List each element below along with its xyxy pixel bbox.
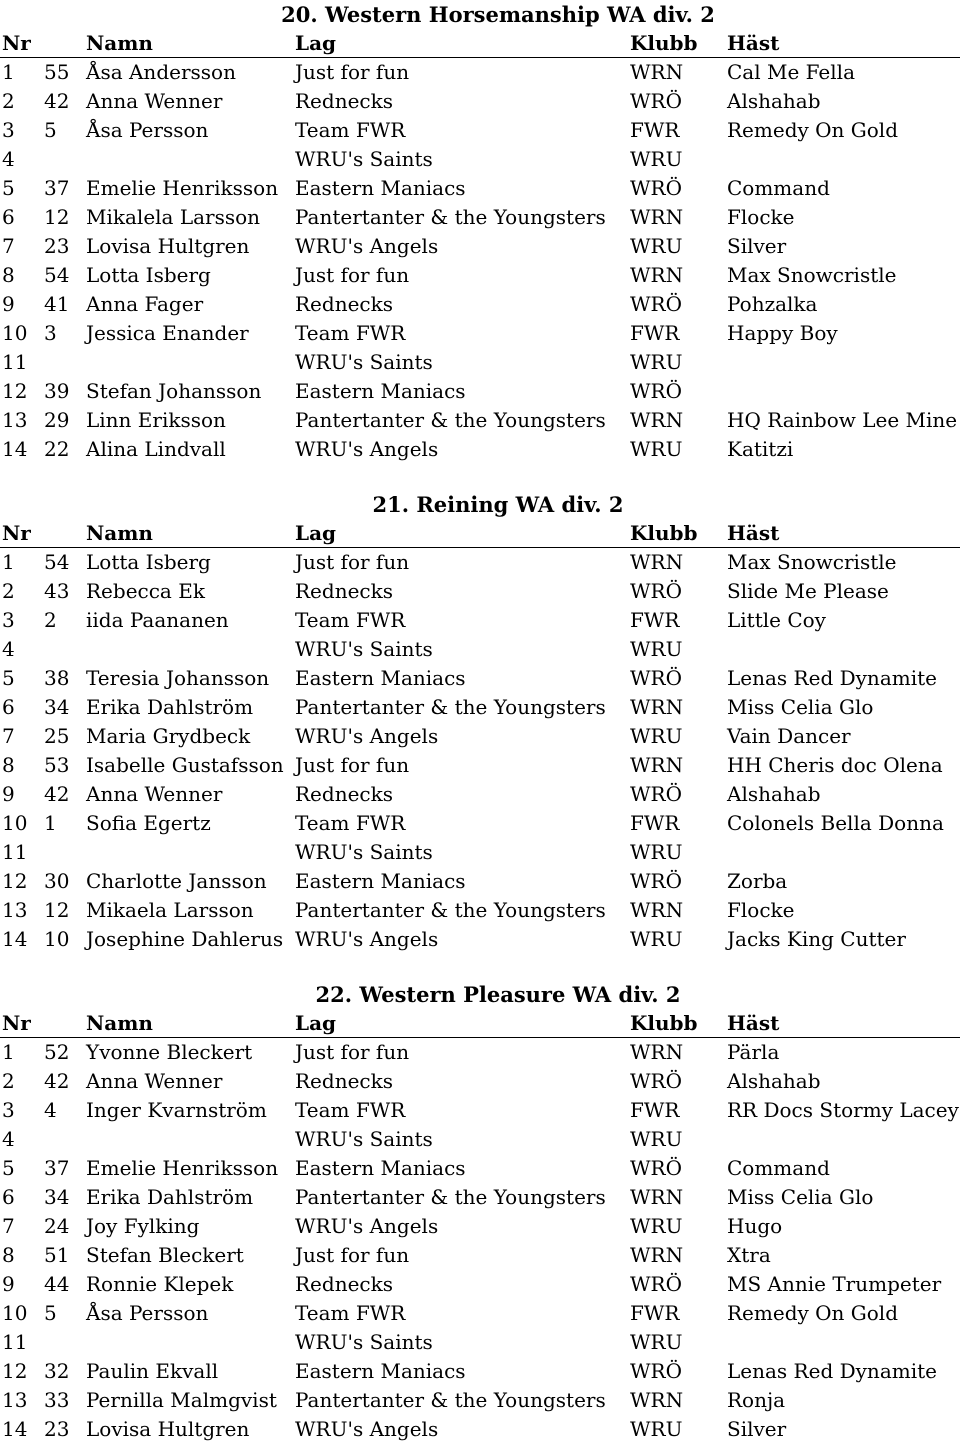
table-row [0,896,960,925]
cell-start: 29 [44,408,70,432]
cell-nr: 14 [2,927,28,951]
cell-klubb: WRN [630,1243,684,1267]
cell-klubb: WRU [630,1330,683,1354]
cell-klubb: WRU [630,637,683,661]
table-row [0,1386,960,1415]
cell-namn: Anna Wenner [86,89,223,113]
cell-start: 10 [44,927,70,951]
cell-nr: 13 [2,408,28,432]
cell-namn: Anna Wenner [86,1069,223,1093]
cell-start: 22 [44,437,70,461]
cell-namn: Sofia Egertz [86,811,211,835]
cell-nr: 11 [2,1330,28,1354]
table-row [0,1357,960,1386]
cell-klubb: WRN [630,1185,684,1209]
table-row [0,435,960,464]
cell-namn: Jessica Enander [86,321,249,345]
cell-klubb: WRÖ [630,89,683,113]
table-row [0,867,960,896]
table-row [0,58,960,87]
cell-lag: WRU's Angels [295,1417,439,1441]
cell-hast: Alshahab [727,782,821,806]
cell-namn: Isabelle Gustafsson [86,753,284,777]
cell-lag: Team FWR [295,118,406,142]
table-row [0,548,960,577]
cell-nr: 9 [2,1272,15,1296]
cell-nr: 13 [2,1388,28,1412]
cell-nr: 4 [2,1127,15,1151]
cell-start: 33 [44,1388,70,1412]
cell-hast: Silver [727,234,787,258]
cell-nr: 12 [2,379,28,403]
table-row [0,925,960,954]
cell-klubb: WRN [630,408,684,432]
table-row [0,1212,960,1241]
cell-lag: Just for fun [295,550,410,574]
cell-klubb: WRÖ [630,1069,683,1093]
cell-hast: Lenas Red Dynamite [727,666,937,690]
cell-lag: Rednecks [295,1272,393,1296]
cell-start: 42 [44,1069,70,1093]
cell-lag: Eastern Maniacs [295,869,466,893]
cell-nr: 2 [2,89,15,113]
cell-start: 34 [44,695,70,719]
cell-klubb: WRÖ [630,1272,683,1296]
table-row [0,780,960,809]
table-row [0,145,960,174]
cell-nr: 14 [2,1417,28,1441]
table-row [0,116,960,145]
table-header-row [0,29,960,58]
cell-lag: WRU's Angels [295,724,439,748]
cell-nr: 10 [2,321,28,345]
cell-lag: Pantertanter & the Youngsters [295,898,606,922]
cell-namn: iida Paananen [86,608,229,632]
cell-lag: Team FWR [295,811,406,835]
cell-nr: 14 [2,437,28,461]
cell-hast: Remedy On Gold [727,1301,899,1325]
cell-namn: Paulin Ekvall [86,1359,219,1383]
cell-nr: 9 [2,782,15,806]
cell-lag: WRU's Saints [295,147,433,171]
table-header-row [0,519,960,548]
cell-nr: 1 [2,550,15,574]
cell-nr: 9 [2,292,15,316]
header-lag: Lag [295,31,337,55]
cell-namn: Anna Wenner [86,782,223,806]
table-header-row [0,1009,960,1038]
header-lag: Lag [295,1011,337,1035]
cell-hast: Xtra [727,1243,771,1267]
cell-lag: WRU's Angels [295,1214,439,1238]
cell-hast: Remedy On Gold [727,118,899,142]
section-title: 21. Reining WA div. 2 [372,492,624,517]
section-western-pleasure [0,980,960,1444]
cell-hast: Zorba [727,869,788,893]
cell-lag: Pantertanter & the Youngsters [295,205,606,229]
table-row [0,606,960,635]
cell-hast: Cal Me Fella [727,60,855,84]
cell-namn: Ronnie Klepek [86,1272,234,1296]
cell-namn: Teresia Johansson [86,666,270,690]
cell-nr: 8 [2,753,15,777]
cell-hast: Vain Dancer [727,724,851,748]
cell-namn: Lotta Isberg [86,550,211,574]
cell-klubb: WRN [630,695,684,719]
table-row [0,261,960,290]
cell-hast: Max Snowcristle [727,550,897,574]
cell-nr: 4 [2,147,15,171]
cell-namn: Emelie Henriksson [86,1156,279,1180]
cell-namn: Joy Fylking [86,1214,200,1238]
cell-namn: Lovisa Hultgren [86,1417,250,1441]
table-row [0,577,960,606]
cell-start: 52 [44,1040,70,1064]
cell-klubb: WRN [630,60,684,84]
header-klubb: Klubb [630,31,698,55]
header-lag: Lag [295,521,337,545]
cell-nr: 5 [2,176,15,200]
cell-lag: Team FWR [295,1301,406,1325]
cell-lag: Pantertanter & the Youngsters [295,695,606,719]
cell-klubb: WRÖ [630,579,683,603]
cell-lag: Eastern Maniacs [295,176,466,200]
cell-lag: WRU's Saints [295,637,433,661]
cell-nr: 7 [2,1214,15,1238]
cell-start: 1 [44,811,57,835]
cell-hast: Jacks King Cutter [727,927,906,951]
cell-klubb: WRÖ [630,176,683,200]
cell-hast: HH Cheris doc Olena [727,753,943,777]
cell-klubb: WRN [630,1388,684,1412]
cell-namn: Erika Dahlström [86,1185,254,1209]
cell-klubb: FWR [630,608,680,632]
header-klubb: Klubb [630,1011,698,1035]
cell-lag: Pantertanter & the Youngsters [295,1185,606,1209]
cell-nr: 5 [2,1156,15,1180]
cell-lag: Rednecks [295,782,393,806]
cell-hast: Happy Boy [727,321,838,345]
section-title: 22. Western Pleasure WA div. 2 [315,982,681,1007]
cell-nr: 11 [2,350,28,374]
cell-lag: Rednecks [295,89,393,113]
cell-lag: Pantertanter & the Youngsters [295,408,606,432]
table-row [0,1154,960,1183]
cell-lag: Just for fun [295,1243,410,1267]
cell-klubb: WRN [630,753,684,777]
cell-klubb: WRN [630,898,684,922]
cell-start: 54 [44,263,70,287]
cell-hast: Hugo [727,1214,783,1238]
cell-nr: 3 [2,1098,15,1122]
table-row [0,635,960,664]
cell-hast: Pohzalka [727,292,818,316]
table-row [0,290,960,319]
table-row [0,174,960,203]
cell-hast: Lenas Red Dynamite [727,1359,937,1383]
cell-lag: Rednecks [295,579,393,603]
table-row [0,809,960,838]
cell-lag: Just for fun [295,263,410,287]
cell-hast: Katitzi [727,437,794,461]
cell-klubb: WRÖ [630,666,683,690]
cell-namn: Anna Fager [86,292,204,316]
section-reining [0,490,960,954]
cell-klubb: WRU [630,1417,683,1441]
cell-hast: Max Snowcristle [727,263,897,287]
cell-hast: Little Coy [727,608,826,632]
cell-start: 55 [44,60,70,84]
cell-start: 12 [44,205,70,229]
table-row [0,1096,960,1125]
table-row [0,1299,960,1328]
cell-lag: WRU's Angels [295,437,439,461]
cell-namn: Pernilla Malmgvist [86,1388,277,1412]
cell-lag: WRU's Angels [295,234,439,258]
cell-klubb: WRN [630,205,684,229]
cell-start: 51 [44,1243,70,1267]
cell-start: 24 [44,1214,70,1238]
table-row [0,1125,960,1154]
table-row [0,664,960,693]
cell-start: 25 [44,724,70,748]
cell-hast: Alshahab [727,1069,821,1093]
cell-klubb: WRN [630,263,684,287]
cell-start: 4 [44,1098,57,1122]
cell-nr: 1 [2,60,15,84]
cell-start: 23 [44,1417,70,1441]
cell-hast: Flocke [727,898,795,922]
cell-namn: Inger Kvarnström [86,1098,267,1122]
cell-klubb: WRU [630,1214,683,1238]
cell-lag: WRU's Saints [295,1127,433,1151]
cell-start: 54 [44,550,70,574]
table-row [0,203,960,232]
table-row [0,87,960,116]
cell-lag: Rednecks [295,1069,393,1093]
cell-start: 42 [44,89,70,113]
cell-nr: 12 [2,869,28,893]
cell-start: 42 [44,782,70,806]
table-row [0,1328,960,1357]
cell-start: 41 [44,292,70,316]
cell-namn: Josephine Dahlerus [86,927,284,951]
cell-namn: Yvonne Bleckert [86,1040,253,1064]
cell-nr: 6 [2,1185,15,1209]
cell-start: 38 [44,666,70,690]
cell-klubb: WRÖ [630,1359,683,1383]
table-row [0,751,960,780]
cell-start: 39 [44,379,70,403]
cell-start: 3 [44,321,57,345]
cell-klubb: WRÖ [630,379,683,403]
table-row [0,319,960,348]
cell-klubb: WRÖ [630,782,683,806]
cell-start: 5 [44,118,57,142]
table-row [0,838,960,867]
cell-nr: 6 [2,695,15,719]
cell-hast: Colonels Bella Donna [727,811,944,835]
cell-namn: Alina Lindvall [86,437,226,461]
cell-klubb: WRU [630,724,683,748]
cell-klubb: WRU [630,927,683,951]
cell-hast: Ronja [727,1388,786,1412]
cell-nr: 6 [2,205,15,229]
cell-nr: 10 [2,1301,28,1325]
header-klubb: Klubb [630,521,698,545]
cell-klubb: WRU [630,234,683,258]
cell-start: 2 [44,608,57,632]
cell-start: 53 [44,753,70,777]
cell-start: 23 [44,234,70,258]
header-hast: Häst [727,1011,780,1035]
cell-lag: Just for fun [295,753,410,777]
cell-hast: Miss Celia Glo [727,695,874,719]
cell-klubb: WRN [630,550,684,574]
cell-hast: Command [727,1156,830,1180]
header-nr: Nr [2,1011,31,1035]
cell-lag: Just for fun [295,1040,410,1064]
cell-klubb: FWR [630,321,680,345]
table-row [0,348,960,377]
cell-namn: Rebecca Ek [86,579,205,603]
cell-klubb: FWR [630,1098,680,1122]
cell-lag: WRU's Saints [295,840,433,864]
cell-nr: 12 [2,1359,28,1383]
cell-lag: Eastern Maniacs [295,1156,466,1180]
cell-start: 30 [44,869,70,893]
cell-lag: Rednecks [295,292,393,316]
cell-hast: Pärla [727,1040,780,1064]
cell-namn: Åsa Persson [86,1301,209,1325]
cell-lag: Team FWR [295,608,406,632]
cell-hast: RR Docs Stormy Lacey [727,1098,959,1122]
cell-klubb: WRN [630,1040,684,1064]
cell-hast: Slide Me Please [727,579,889,603]
cell-namn: Åsa Persson [86,118,209,142]
cell-namn: Stefan Johansson [86,379,262,403]
section-western-horsemanship [0,0,960,464]
cell-klubb: FWR [630,118,680,142]
cell-klubb: WRÖ [630,292,683,316]
cell-hast: Miss Celia Glo [727,1185,874,1209]
cell-nr: 1 [2,1040,15,1064]
cell-nr: 13 [2,898,28,922]
cell-hast: Silver [727,1417,787,1441]
cell-namn: Maria Grydbeck [86,724,251,748]
cell-lag: WRU's Angels [295,927,439,951]
cell-lag: WRU's Saints [295,1330,433,1354]
cell-namn: Lotta Isberg [86,263,211,287]
cell-klubb: FWR [630,1301,680,1325]
cell-lag: Team FWR [295,321,406,345]
cell-namn: Charlotte Jansson [86,869,267,893]
table-row [0,232,960,261]
cell-nr: 11 [2,840,28,864]
cell-nr: 2 [2,579,15,603]
cell-hast: Alshahab [727,89,821,113]
cell-start: 37 [44,176,70,200]
cell-nr: 10 [2,811,28,835]
cell-hast: MS Annie Trumpeter [727,1272,942,1296]
cell-nr: 8 [2,1243,15,1267]
cell-namn: Erika Dahlström [86,695,254,719]
cell-namn: Linn Eriksson [86,408,226,432]
cell-nr: 2 [2,1069,15,1093]
table-row [0,406,960,435]
cell-namn: Mikaela Larsson [86,898,254,922]
cell-lag: Team FWR [295,1098,406,1122]
cell-hast: Flocke [727,205,795,229]
cell-klubb: WRU [630,437,683,461]
cell-lag: Eastern Maniacs [295,1359,466,1383]
cell-nr: 7 [2,234,15,258]
header-hast: Häst [727,31,780,55]
table-row [0,1270,960,1299]
table-row [0,722,960,751]
cell-nr: 3 [2,608,15,632]
cell-nr: 3 [2,118,15,142]
cell-start: 34 [44,1185,70,1209]
cell-namn: Mikalela Larsson [86,205,261,229]
cell-nr: 8 [2,263,15,287]
header-nr: Nr [2,31,31,55]
cell-start: 32 [44,1359,70,1383]
table-row [0,1183,960,1212]
cell-start: 12 [44,898,70,922]
cell-lag: Eastern Maniacs [295,379,466,403]
table-row [0,693,960,722]
cell-klubb: WRU [630,840,683,864]
cell-lag: Eastern Maniacs [295,666,466,690]
cell-start: 37 [44,1156,70,1180]
table-row [0,1038,960,1067]
table-row [0,377,960,406]
cell-namn: Lovisa Hultgren [86,234,250,258]
cell-hast: Command [727,176,830,200]
cell-nr: 7 [2,724,15,748]
header-hast: Häst [727,521,780,545]
cell-klubb: WRÖ [630,869,683,893]
cell-namn: Åsa Andersson [86,60,236,84]
cell-lag: WRU's Saints [295,350,433,374]
header-namn: Namn [86,1011,153,1035]
cell-nr: 5 [2,666,15,690]
cell-klubb: WRU [630,147,683,171]
cell-namn: Stefan Bleckert [86,1243,244,1267]
section-title: 20. Western Horsemanship WA div. 2 [281,2,715,27]
cell-klubb: WRU [630,1127,683,1151]
cell-lag: Just for fun [295,60,410,84]
header-nr: Nr [2,521,31,545]
cell-klubb: WRÖ [630,1156,683,1180]
cell-nr: 4 [2,637,15,661]
cell-start: 43 [44,579,70,603]
cell-klubb: WRU [630,350,683,374]
table-row [0,1067,960,1096]
cell-hast: HQ Rainbow Lee Mine [727,408,958,432]
table-row [0,1241,960,1270]
cell-start: 5 [44,1301,57,1325]
header-namn: Namn [86,521,153,545]
header-namn: Namn [86,31,153,55]
cell-lag: Pantertanter & the Youngsters [295,1388,606,1412]
cell-klubb: FWR [630,811,680,835]
cell-namn: Emelie Henriksson [86,176,279,200]
cell-start: 44 [44,1272,70,1296]
